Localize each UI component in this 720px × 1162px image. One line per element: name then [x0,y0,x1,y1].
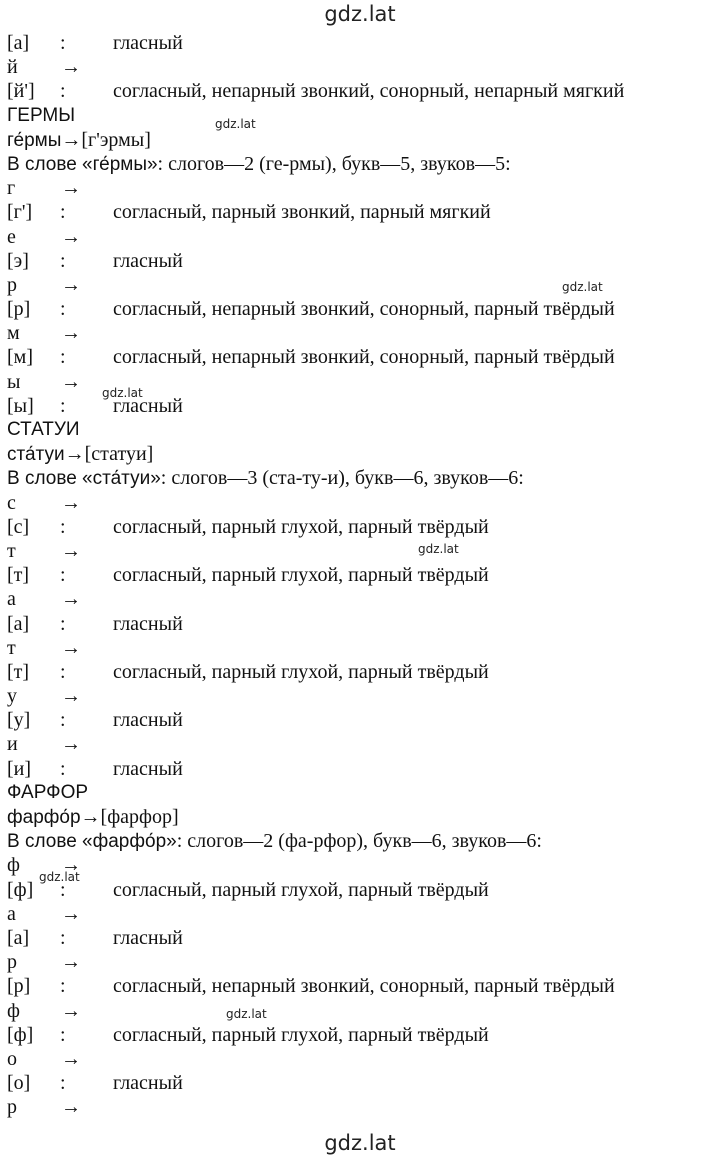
watermark: gdz.lat [562,280,603,294]
sound-description: гласный [113,612,183,635]
sound-row [7,1023,707,1047]
letter-row [7,732,707,756]
sound: [о] [7,1072,31,1095]
transcription-row [7,442,707,466]
word-info-row [7,152,707,176]
sound: [м] [7,346,33,369]
site-header: gdz.lat [324,2,396,26]
word-info-stats: : слогов—2 (ге-рмы), букв—5, звуков—5: [157,152,511,175]
sound-row [7,660,707,684]
letter-row [7,902,707,926]
letter-row [7,636,707,660]
colon: : [60,1023,66,1046]
sound: [й'] [7,80,35,103]
sound: [т] [7,564,30,587]
sound-description: согласный, непарный звонкий, сонорный, парный твёрдый [113,975,615,998]
letter: р [7,1096,17,1119]
sound-description: гласный [113,709,183,732]
arrow-glyph: → [61,273,81,296]
arrow-glyph: → [61,902,81,925]
sound: [а] [7,926,30,949]
transcription: →[фарфор] [80,806,179,828]
word-info-stats: : слогов—3 (ста-ту-и), букв—6, звуков—6: [160,467,524,490]
letter: ы [7,370,21,393]
letter: у [7,685,17,708]
sound-row [7,515,707,539]
transcription-row [7,128,707,152]
word-info-label: В слове «фарфо́р» [7,831,177,853]
word-info-row [7,829,707,853]
transcription: →[г'эрмы] [61,128,151,151]
word-heading-text: ФАРФОР [7,781,89,803]
colon: : [60,709,66,732]
arrow-glyph: → [61,854,81,877]
word-info-row [7,466,707,490]
letter: о [7,1047,17,1070]
word-info-stats: : слогов—2 (фа-рфор), букв—6, звуков—6: [176,830,542,853]
sound-row [7,612,707,636]
word-heading [7,418,707,442]
colon: : [60,878,66,901]
arrow-glyph: → [61,370,81,393]
phonetic-analysis [7,31,707,1119]
sound-description: согласный, непарный звонкий, сонорный, парный твёрдый [113,346,615,369]
sound-description: согласный, парный глухой, парный твёрдый [113,564,489,587]
colon: : [60,394,66,417]
sound-description: согласный, непарный звонкий, сонорный, непарный мягкий [113,80,625,103]
arrow-glyph: → [61,1096,81,1119]
sound: [а] [7,612,30,635]
colon: : [60,612,66,635]
sound: [р] [7,975,31,998]
letter: и [7,733,18,756]
sound-description: согласный, парный глухой, парный твёрдый [113,660,489,683]
sound: [ф] [7,878,34,901]
watermark: gdz.lat [418,542,459,556]
arrow-glyph: → [61,733,81,756]
watermark: gdz.lat [102,386,143,400]
sound: [а] [7,32,30,54]
sound-description: гласный [113,249,183,272]
sound: [э] [7,249,29,272]
letter: р [7,951,17,974]
word-heading-text: ГЕРМЫ [7,104,76,126]
letter: т [7,539,16,562]
colon: : [60,1072,66,1095]
letter-row [7,491,707,515]
stressed-word: ста́туи [7,444,65,466]
arrow-glyph: → [61,951,81,974]
sound-row [7,31,707,55]
letter: р [7,273,17,296]
word-heading [7,781,707,805]
arrow-glyph: → [61,177,81,200]
watermark: gdz.lat [39,870,80,884]
letter-row [7,587,707,611]
sound-description: гласный [113,926,183,949]
colon: : [60,975,66,998]
letter-row [7,684,707,708]
sound-description: согласный, парный глухой, парный твёрдый [113,1023,489,1046]
watermark: gdz.lat [215,117,256,131]
colon: : [60,201,66,224]
stressed-word: фарфо́р [7,807,81,828]
colon: : [60,32,66,54]
letter: с [7,491,16,514]
arrow-glyph: → [61,999,81,1022]
sound-row [7,974,707,998]
transcription-row [7,805,707,829]
letter-row [7,1095,707,1119]
letter-row [7,55,707,79]
arrow-glyph: → [61,685,81,708]
sound: [г'] [7,201,33,224]
colon: : [60,564,66,587]
colon: : [60,757,66,780]
sound-description: согласный, парный глухой, парный твёрдый [113,878,489,901]
letter-row [7,950,707,974]
watermark: gdz.lat [226,1007,267,1021]
arrow-glyph: → [61,56,81,79]
sound: [т] [7,660,30,683]
colon: : [60,80,66,103]
transcription: →[статуи] [64,443,154,466]
sound-description: гласный [113,757,183,780]
stressed-word: ге́рмы [7,129,62,151]
arrow-glyph: → [61,322,81,345]
colon: : [60,660,66,683]
sound-description: гласный [113,1072,183,1095]
letter: ф [7,854,20,877]
arrow-glyph: → [61,636,81,659]
word-heading [7,104,707,128]
arrow-glyph: → [61,539,81,562]
letter: а [7,902,16,925]
letter-row [7,225,707,249]
sound-row [7,345,707,369]
colon: : [60,298,66,321]
sound: [и] [7,757,32,780]
letter: е [7,225,16,248]
sound-row [7,757,707,781]
sound: [р] [7,298,31,321]
sound-row [7,79,707,103]
sound: [с] [7,515,30,538]
sound-row [7,926,707,950]
letter-row [7,539,707,563]
letter: м [7,322,20,345]
sound: [ы] [7,394,34,417]
letter: й [7,56,18,79]
letter-row [7,1047,707,1071]
sound: [ф] [7,1023,34,1046]
sound-row [7,708,707,732]
letter: т [7,636,16,659]
sound-description: гласный [113,394,183,417]
sound-description: согласный, непарный звонкий, сонорный, парный твёрдый [113,298,615,321]
colon: : [60,346,66,369]
colon: : [60,515,66,538]
sound-row [7,878,707,902]
arrow-glyph: → [61,491,81,514]
colon: : [60,926,66,949]
letter-row [7,321,707,345]
letter: г [7,177,16,200]
sound: [у] [7,709,31,732]
colon: : [60,249,66,272]
word-info-label: В слове «ста́туи» [7,468,161,490]
letter-row [7,853,707,877]
arrow-glyph: → [61,225,81,248]
word-info-label: В слове «ге́рмы» [7,153,158,175]
letter-row [7,176,707,200]
sound-row [7,200,707,224]
site-footer: gdz.lat [324,1131,396,1155]
sound-row [7,563,707,587]
sound-row [7,249,707,273]
letter: а [7,588,16,611]
sound-description: гласный [113,32,183,54]
sound-row [7,297,707,321]
sound-description: согласный, парный глухой, парный твёрдый [113,515,489,538]
sound-row [7,1071,707,1095]
word-heading-text: СТАТУИ [7,419,80,440]
letter: ф [7,999,20,1022]
arrow-glyph: → [61,588,81,611]
letter-row [7,999,707,1023]
sound-description: согласный, парный звонкий, парный мягкий [113,201,491,224]
arrow-glyph: → [61,1047,81,1070]
